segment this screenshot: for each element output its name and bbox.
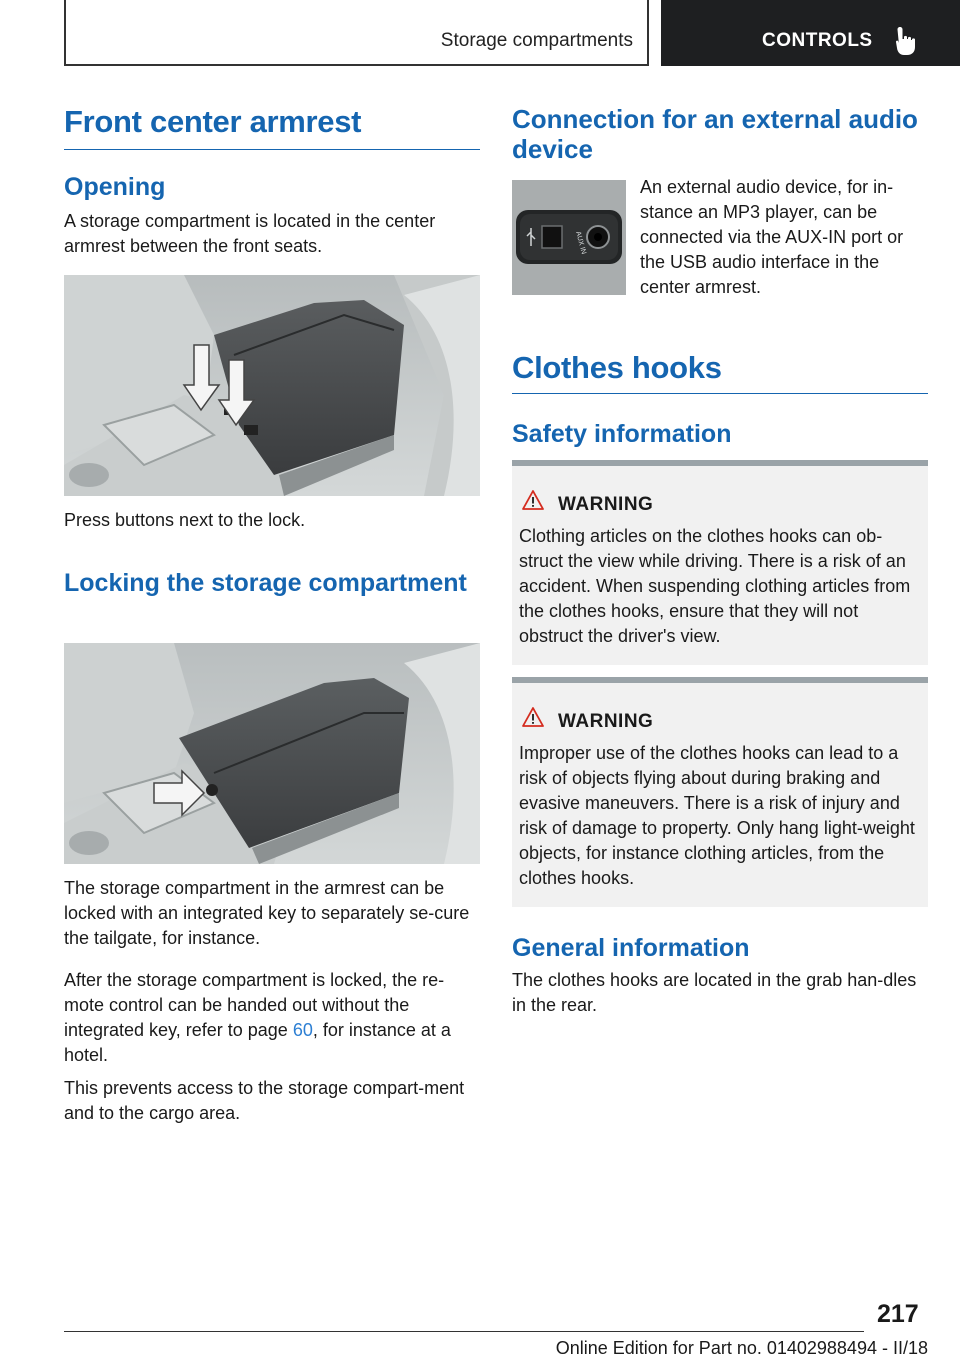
aux-usb-port-illustration — [512, 180, 626, 295]
opening-text: A storage compartment is located in the center armrest between the front seats. — [64, 211, 436, 256]
heading-safety-information: Safety information — [512, 420, 732, 448]
warning-1-label: WARNING — [558, 494, 654, 515]
footer-edition: Online Edition for Part no. 01402988494 - II/18 — [555, 1338, 928, 1358]
locking-paragraph-3: This prevents access to the storage compart-ment and to the cargo area. — [64, 1078, 465, 1123]
armrest-lock-illustration — [64, 643, 480, 864]
warning-2-text: Improper use of the clothes hooks can lead to a risk of objects flying about during braking and evasive maneuvers. There is a risk of injury and risk of damage to property. Only hang light-weight objects, for instance clothing articles, from the clothes hooks. — [519, 743, 915, 888]
locking-p2-text-before: After the storage compartment is locked, the re-mote control can be handed out without the integrated key, refer to page — [64, 970, 445, 1040]
locking-paragraph-1: The storage compartment in the armrest can be locked with an integrated key to separately se-cure the tailgate, for instance. — [64, 878, 470, 948]
warning-1-text: Clothing articles on the clothes hooks can ob-struct the view while driving. There is a risk of an accident. When suspending clothing articles from the clothes hooks, ensure that they will not obstruct the driver's view. — [519, 526, 911, 646]
connection-text: An external audio device, for in-stance an MP3 player, can be connected via the AUX-IN port or the USB audio interface in the center armrest. — [640, 177, 904, 297]
heading-locking: Locking the storage compartment — [64, 569, 467, 597]
warning-triangle-icon — [522, 707, 544, 727]
heading-connection-audio: Connection for an external audio device — [512, 104, 918, 164]
locking-paragraph-2 — [64, 968, 480, 1068]
aux-in-label: AUX IN — [574, 230, 587, 256]
warning-box-1 — [512, 460, 928, 665]
left-column — [64, 0, 480, 1200]
armrest-buttons-illustration — [64, 275, 480, 496]
right-column — [512, 0, 928, 1200]
page-60-link[interactable]: 60 — [292, 1020, 313, 1040]
section-title-front-center-armrest: Front center armrest — [64, 104, 480, 150]
header-section-title: Storage compartments — [440, 30, 633, 51]
figure1-caption: Press buttons next to the lock. — [64, 510, 306, 530]
locking-p2-text-after: , for instance at a hotel. — [64, 1020, 451, 1065]
page-number: 217 — [877, 1300, 919, 1328]
footer-rule — [64, 1331, 864, 1332]
warning-box-2 — [512, 677, 928, 907]
section-title-clothes-hooks: Clothes hooks — [512, 350, 928, 394]
header-chapter-title: CONTROLS — [762, 30, 873, 51]
general-text: The clothes hooks are located in the grab han-dles in the rear. — [512, 970, 917, 1015]
heading-general-information: General information — [512, 934, 750, 962]
warning-triangle-icon — [522, 490, 544, 510]
heading-opening: Opening — [64, 173, 166, 201]
warning-2-label: WARNING — [558, 711, 654, 732]
